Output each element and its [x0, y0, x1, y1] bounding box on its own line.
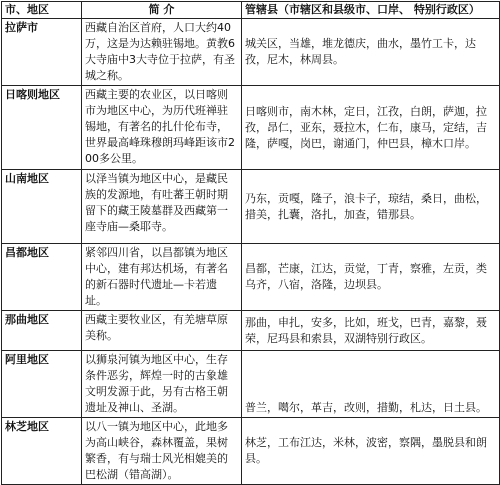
- region-name: 山南地区: [2, 170, 82, 244]
- header-intro: 简 介: [82, 2, 242, 19]
- table-row: [2, 351, 500, 418]
- table-row: [2, 418, 500, 485]
- region-intro: 以泽当镇为地区中心，是藏民族的发源地，有吐蕃王朝时期留下的藏王陵墓群及西藏第一座寺庙—桑耶寺。: [82, 170, 242, 244]
- region-subdivisions: 普兰，噶尔，革吉，改则，措勤，札达，日土县。: [242, 351, 500, 418]
- region-subdivisions: 乃东，贡嘎，隆子，浪卡子，琼结，桑日，曲松，措美，扎囊，洛扎，加查，错那县。: [242, 170, 500, 244]
- table-row: [2, 170, 500, 244]
- region-name: 林芝地区: [2, 418, 82, 485]
- region-subdivisions: 日喀则市，南木林，定日，江孜，白朗，萨迦，拉孜，昂仁，亚东，聂拉木，仁布，康马，定结，吉隆，萨嘎，岗巴，谢通门，仲巴县，樟木口岸。: [242, 86, 500, 170]
- table-row: [2, 311, 500, 351]
- region-name: 拉萨市: [2, 19, 82, 86]
- header-region: 市、地区: [2, 2, 82, 19]
- table-row: [2, 86, 500, 170]
- region-intro: 西藏自治区首府，人口大约40万，这是为达赖驻锡地。黄教6大寺庙中3大寺位于拉萨，有圣城之称。: [82, 19, 242, 86]
- region-intro: 以狮泉河镇为地区中心，生存条件恶劣，辉煌一时的古象雄文明发源于此，另有古格王朝遗址及神山、圣湖。: [82, 351, 242, 418]
- region-subdivisions: 城关区，当雄，堆龙德庆，曲水，墨竹工卡，达孜，尼木，林周县。: [242, 19, 500, 86]
- region-subdivisions: 那曲，申扎，安多，比如，班戈，巴青，嘉黎，聂荣，尼玛县和索县，双湖特别行政区。: [242, 311, 500, 351]
- table-row: [2, 244, 500, 311]
- region-name: 阿里地区: [2, 351, 82, 418]
- region-name: 那曲地区: [2, 311, 82, 351]
- region-subdivisions: 昌都，芒康，江达，贡觉，丁青，察雅，左贡，类乌齐，八宿，洛隆，边坝县。: [242, 244, 500, 311]
- region-intro: 紧邻四川省，以昌都镇为地区中心，建有邦达机场，有著名的新石器时代遗址—卡若遗址。: [82, 244, 242, 311]
- region-intro: 西藏主要的农业区，以日喀则市为地区中心，为历代班禅驻锡地，有著名的扎什伦布寺，世界最高峰珠穆朗玛峰距该市200多公里。: [82, 86, 242, 170]
- header-row: [2, 2, 500, 19]
- region-intro: 以八一镇为地区中心，此地多为高山峡谷，森林覆盖，果树繁香，有与瑞士风光相媲美的巴松湖（错高湖）。: [82, 418, 242, 485]
- region-intro: 西藏主要牧业区，有羌塘草原美称。: [82, 311, 242, 351]
- region-subdivisions: 林芝，工布江达，米林，波密，察隅，墨脱县和朗县。: [242, 418, 500, 485]
- region-name: 日喀则地区: [2, 86, 82, 170]
- table-row: [2, 19, 500, 86]
- region-name: 昌都地区: [2, 244, 82, 311]
- header-subdivisions: 管辖县（市辖区和县级市、口岸、 特别行政区）: [242, 2, 500, 19]
- districts-table: [1, 1, 500, 485]
